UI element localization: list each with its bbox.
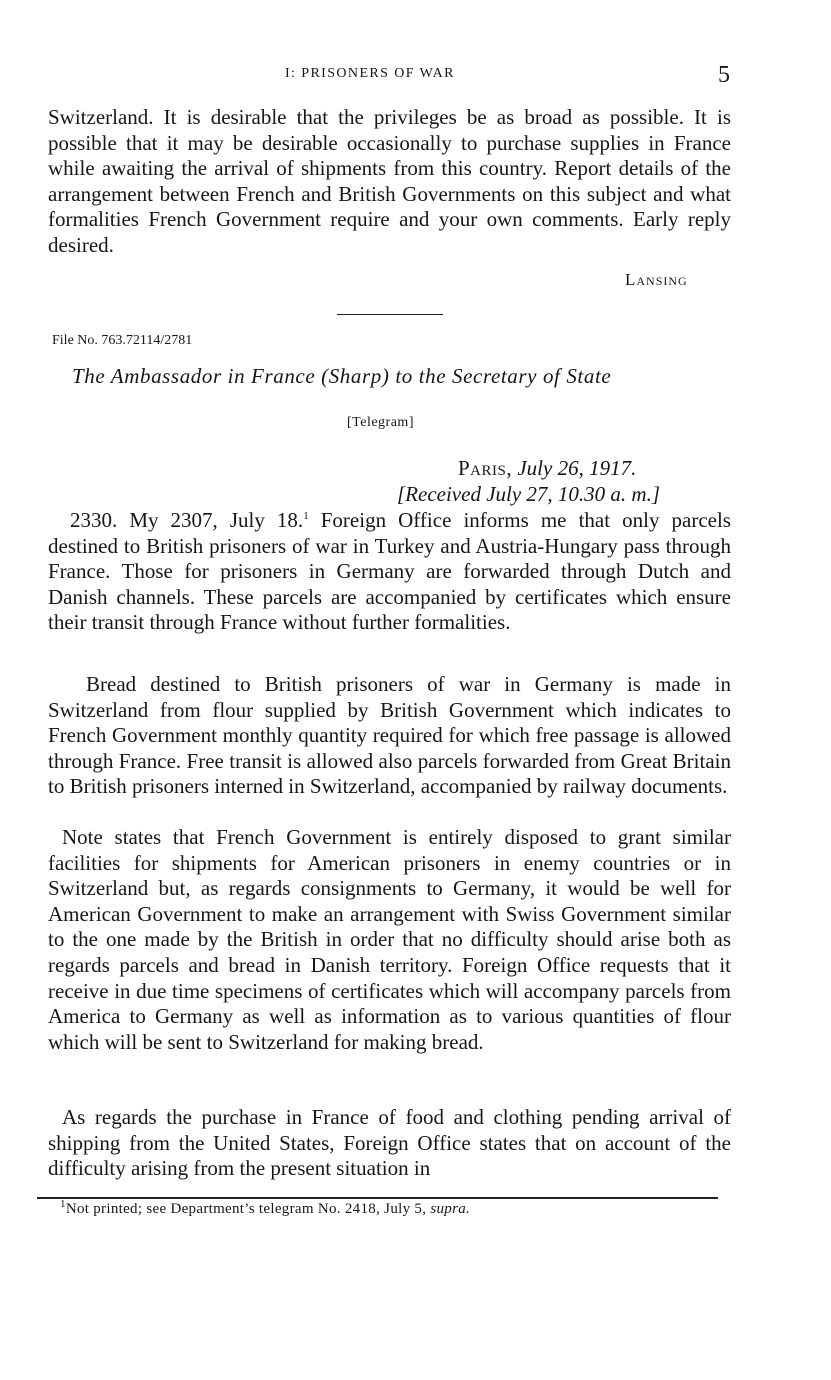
footnote-ref: 1 bbox=[303, 510, 309, 522]
running-title: I: PRISONERS OF WAR bbox=[285, 66, 455, 81]
running-head bbox=[0, 62, 831, 92]
section-divider bbox=[337, 314, 443, 315]
page-number: 5 bbox=[718, 62, 730, 88]
paragraph-5: As regards the purchase in France of food and clothing pending arrival of shipping from the United States, Foreign Office states that on account of the difficulty arising from the present situation in bbox=[48, 1105, 731, 1181]
document-type: [Telegram] bbox=[347, 415, 414, 430]
dateline-place: Paris, bbox=[458, 456, 513, 480]
footnote bbox=[60, 1198, 471, 1218]
footnote-marker: 1 bbox=[60, 1198, 66, 1210]
dateline bbox=[458, 456, 636, 481]
document-title: The Ambassador in France (Sharp) to the Secretary of State bbox=[72, 364, 612, 388]
dateline-date: July 26, 1917. bbox=[517, 456, 637, 480]
paragraph-4: Note states that French Government is entirely disposed to grant similar facilities for shipments for American prisoners in enemy countries or in Switzerland but, as regards consignments to Germany, it would be well for American Government to make an arrangement with Swiss Government similar to the one made by the British in order that no difficulty should arise both as regards parcels and bread in Danish territory. Foreign Office requests that it receive in due time specimens of certificates which will accompany parcels from America to Germany as well as information as to various quantities of flour which will be sent to Switzerland for making bread. bbox=[48, 825, 731, 1054]
footnote-text: Not printed; see Department’s telegram No. 2418, July 5, bbox=[65, 1201, 431, 1217]
file-number: File No. 763.72114/2781 bbox=[52, 333, 193, 348]
footnote-italic: supra. bbox=[430, 1201, 471, 1217]
received-line: [Received July 27, 10.30 a. m.] bbox=[397, 482, 661, 506]
paragraph-2-rest: Foreign Office informs me that only parcels destined to British prisoners of war in Turkey and Austria-Hungary pass through France. Those for prisoners in Germany are forwarded through Dutch and Danish channels. These parcels are accompanied by certificates which ensure their transit through France without further formalities. bbox=[48, 508, 731, 635]
paragraph-2-start: 2330. My 2307, July 18. bbox=[70, 508, 304, 532]
paragraph-1: Switzerland. It is desirable that the privileges be as broad as possible. It is possible that it may be desirable occasionally to purchase supplies in France while awaiting the arrival of shipments from this country. Report details of the arrangement between French and British Governments on this subject and what formalities French Government require and your own comments. Early reply desired. bbox=[48, 105, 731, 257]
signature: Lansing bbox=[625, 270, 688, 289]
paragraph-2 bbox=[48, 508, 731, 636]
footnote-divider bbox=[37, 1197, 718, 1199]
paragraph-3: Bread destined to British prisoners of war in Germany is made in Switzerland from flour supplied by British Government which indicates to French Government monthly quantity required for which free passage is allowed through France. Free transit is allowed also parcels forwarded from Great Britain to British prisoners interned in Switzerland, accompanied by railway documents. bbox=[48, 672, 731, 799]
